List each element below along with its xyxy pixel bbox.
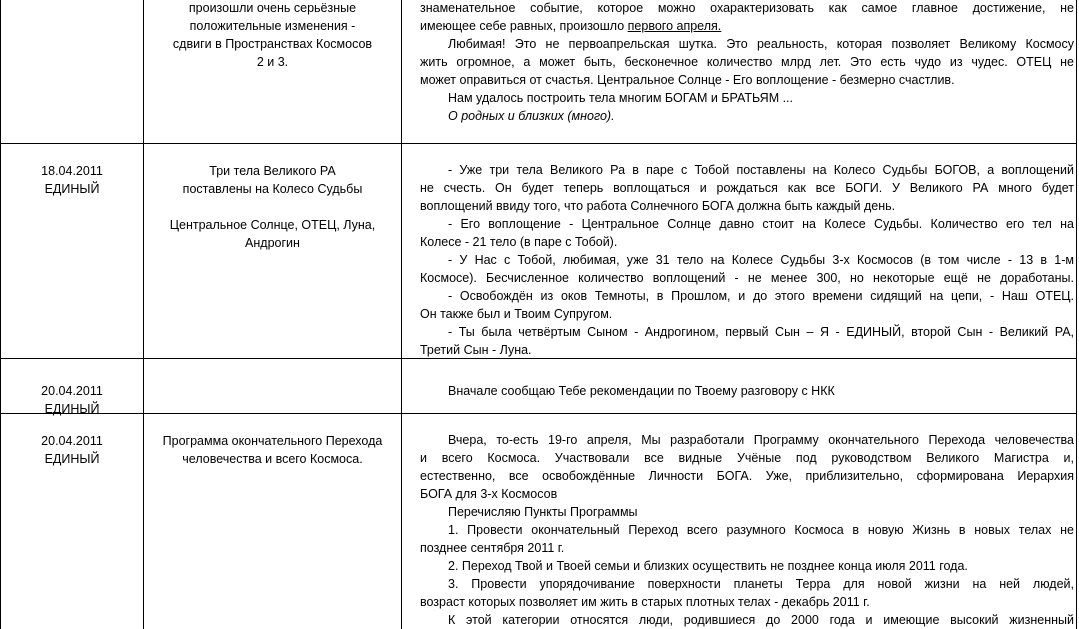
message-text: Колесе - 21 тело (в паре с Тобой). bbox=[420, 235, 618, 249]
message-text: - Его воплощение - Центральное Солнце давно стоит на Колесе Судьбы. Количество его тел на bbox=[448, 217, 1074, 231]
message-line bbox=[420, 17, 1074, 35]
entry-author: ЕДИНЫЙ bbox=[44, 402, 100, 416]
summary-cell bbox=[144, 162, 401, 252]
message-text: - У Нас с Тобой, любимая, уже 31 тело на Колесе Судьбы 3-х Космосов (в том числе - 13 в 1-м bbox=[448, 253, 1074, 267]
summary-line: сдвиги в Пространствах Космосов bbox=[172, 37, 373, 51]
message-text: Вчера, то-есть 19-го апреля, Мы разработали Программу окончательного Перехода человечества bbox=[448, 433, 1074, 447]
column-divider bbox=[401, 0, 402, 629]
message-text: Любимая! Это не первоапрельская шутка. Это реальность, которая позволяет Великому Космосу bbox=[448, 37, 1074, 51]
column-divider bbox=[143, 0, 144, 629]
message-text: и всего Космоса. Участвовали все видные Учёные под руководством Великого Магистра и, bbox=[420, 451, 1074, 465]
message-text: 3. Провести упорядочивание поверхности планеты Терра для новой жизни на ней людей, bbox=[448, 577, 1074, 591]
entry-author bbox=[1, 17, 143, 35]
message-text: 1. Провести окончательный Переход всего разумного Космоса в новую Жизнь в новых телах не bbox=[448, 523, 1074, 537]
message-line bbox=[420, 449, 1074, 467]
message-text: естественно, все освобождённые Личности БОГА. Уже, приблизительно, сформирована Иерархия bbox=[420, 469, 1074, 483]
summary-line: Центральное Солнце, ОТЕЦ, Луна, bbox=[169, 218, 376, 232]
entry-date: 20.04.2011 bbox=[41, 434, 103, 448]
message-text: БОГА для 3-х Космосов bbox=[420, 487, 558, 501]
summary-line: положительные изменения - bbox=[189, 19, 356, 33]
message-line bbox=[420, 107, 1074, 125]
message-cell bbox=[420, 382, 1074, 400]
message-line bbox=[420, 539, 1074, 557]
message-text: возраст которых позволяет им жить в старых плотных телах - декабрь 2011 г. bbox=[420, 595, 870, 609]
message-text: Вначале сообщаю Тебе рекомендации по Твоему разговору с НКК bbox=[448, 384, 835, 398]
date-author-cell bbox=[1, 162, 143, 198]
summary-line: поставлены на Колесо Судьбы bbox=[182, 182, 363, 196]
date-author-cell bbox=[1, 382, 143, 418]
summary-line: Три тела Великого РА bbox=[209, 164, 336, 178]
message-line bbox=[420, 382, 1074, 400]
message-line bbox=[420, 341, 1074, 359]
message-line bbox=[420, 35, 1074, 53]
message-line bbox=[420, 323, 1074, 341]
date-author-cell bbox=[1, 0, 143, 35]
message-line bbox=[420, 71, 1074, 89]
message-line bbox=[420, 215, 1074, 233]
row-divider bbox=[0, 143, 1077, 144]
summary-line: произошли очень серьёзные bbox=[188, 1, 357, 15]
message-line bbox=[420, 611, 1074, 629]
summary-line bbox=[144, 198, 401, 216]
summary-line: Андрогин bbox=[245, 236, 300, 250]
message-line bbox=[420, 287, 1074, 305]
message-line bbox=[420, 269, 1074, 287]
message-line bbox=[420, 53, 1074, 71]
message-line bbox=[420, 0, 1074, 17]
message-cell bbox=[420, 431, 1074, 629]
summary-line: Программа окончательного Перехода bbox=[162, 434, 383, 448]
message-text: О родных и близких (много). bbox=[448, 109, 615, 123]
underlined-text: первого апреля. bbox=[627, 19, 722, 33]
message-line bbox=[420, 467, 1074, 485]
table-border bbox=[1076, 0, 1077, 629]
message-text: Третий Сын - Луна. bbox=[420, 343, 532, 357]
message-line bbox=[420, 431, 1074, 449]
message-text: - Освобождён из оков Темноты, в Прошлом, и до этого времени сидящий на цепи, - Наш ОТЕЦ. bbox=[448, 289, 1074, 303]
message-text: Нам удалось построить тела многим БОГАМ и БРАТЬЯМ ... bbox=[448, 91, 794, 105]
message-cell bbox=[420, 0, 1074, 125]
message-line bbox=[420, 251, 1074, 269]
message-line bbox=[420, 593, 1074, 611]
summary-cell bbox=[144, 432, 401, 468]
entry-date: 20.04.2011 bbox=[41, 384, 103, 398]
message-text: Он также был и Твоим Супругом. bbox=[420, 307, 613, 321]
message-line bbox=[420, 521, 1074, 539]
message-text: не счесть. Он будет теперь воплощаться и рождаться как все БОГИ. У Великого РА много будет bbox=[420, 181, 1074, 195]
message-text: Космосе). Бесчисленное количество воплощений - не менее 300, но некоторые ещё не доработаны. bbox=[420, 271, 1074, 285]
message-line bbox=[420, 485, 1074, 503]
message-line bbox=[420, 575, 1074, 593]
message-cell bbox=[420, 161, 1074, 359]
message-line bbox=[420, 161, 1074, 179]
summary-line: 2 и 3. bbox=[256, 55, 289, 69]
row-divider bbox=[0, 413, 1077, 414]
entry-date bbox=[1, 0, 143, 17]
message-text: Перечисляю Пункты Программы bbox=[448, 505, 638, 519]
message-text: 2. Переход Твой и Твоей семьи и близких осуществить не позднее конца июля 2011 года. bbox=[448, 559, 968, 573]
message-text: позднее сентября 2011 г. bbox=[420, 541, 565, 555]
entry-author: ЕДИНЫЙ bbox=[44, 182, 100, 196]
message-text: - Уже три тела Великого Ра в паре с Тобой поставлены на Колесо Судьбы БОГОВ, а воплощений bbox=[448, 163, 1074, 177]
message-text: жить огромное, а может быть, бесконечное количество млрд лет. Это есть чудо из чудес. ОТЕЦ не bbox=[420, 55, 1074, 69]
summary-line: человечества и всего Космоса. bbox=[182, 452, 363, 466]
message-text: имеющее себе равных, произошло bbox=[420, 19, 628, 33]
date-author-cell bbox=[1, 432, 143, 468]
message-text: К этой категории относятся люди, родившиеся до 2000 года и имеющие высокий жизненный bbox=[448, 613, 1074, 627]
table-border bbox=[0, 0, 1, 629]
message-line bbox=[420, 557, 1074, 575]
message-line bbox=[420, 197, 1074, 215]
entry-date: 18.04.2011 bbox=[41, 164, 103, 178]
message-text: может оправиться от счастья. Центральное Солнце - Его воплощение - безмерно счастлив. bbox=[420, 73, 955, 87]
message-text: - Ты была четвёртым Сыном - Андрогином, первый Сын – Я - ЕДИНЫЙ, второй Сын - Великий РА, bbox=[448, 325, 1074, 339]
message-line bbox=[420, 503, 1074, 521]
message-line bbox=[420, 233, 1074, 251]
message-line bbox=[420, 179, 1074, 197]
entry-author: ЕДИНЫЙ bbox=[44, 452, 100, 466]
message-line bbox=[420, 89, 1074, 107]
message-line bbox=[420, 305, 1074, 323]
message-text: знаменательное событие, которое можно охарактеризовать как самое главное достижение, не bbox=[420, 1, 1074, 15]
summary-cell bbox=[144, 0, 401, 71]
message-text: воплощений ввиду того, что работа Солнечного БОГА должна быть каждый день. bbox=[420, 199, 896, 213]
